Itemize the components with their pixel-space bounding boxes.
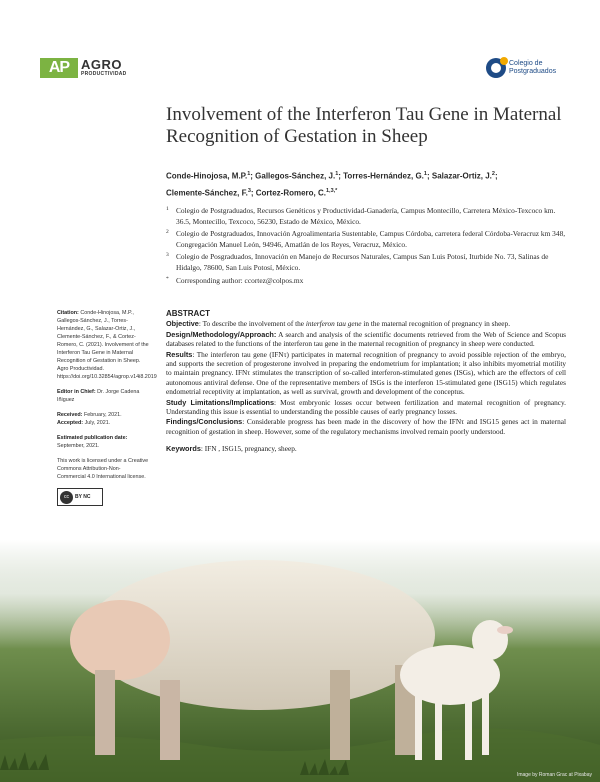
affiliation-item: 1 Colegio de Postgraduados, Recursos Genéticos y Productividad-Ganadería, Campus Montecillo, Carretera México-Texcoco km. 36.5, Montecillo, Texcoco, 56230, Estado de México, México.	[166, 206, 556, 226]
cp-name-line1: Colegio de	[509, 60, 543, 67]
abstract-limitations: Study Limitations/Implications: Most embryonic losses occur between fertilization and maternal recognition of pregnancy. Understanding this issue is essential to understanding the possible causes of early pregnancy losses.	[166, 397, 566, 417]
ap-badge: AP	[40, 58, 78, 78]
corresponding-author: * Corresponding author: ccortez@colpos.mx	[166, 275, 304, 285]
colegio-postgraduados-logo	[486, 58, 556, 78]
dates-block: Received: February, 2021. Accepted: July, 2021.	[57, 412, 122, 426]
author-list: Conde-Hinojosa, M.P.$^1$; Gallegos-Sánchez, J.$^1$; Torres-Hernández, G.$^1$; Salazar-Ortiz, J.$^2$; Clemente-Sánchez, F.$^3$; Cortez-Romero, C.$^{1,3,*}$	[166, 171, 498, 198]
citation-block: Citation: Conde-Hinojosa, M.P., Gallegos-Sánchez, J., Torres-Hernández, G., Salazar-Ortiz, J., Clemente-Sánchez, F., & Cortez-Romero, C. (2021). Involvement of the Interferon Tau Gene in Maternal Recognition of Gestation in Sheep. Agro Productividad. https://doi.org/10.32854/agrop.v14i8.2019	[57, 310, 157, 380]
editor-block: Editor in Chief: Dr. Jorge Cadena Iñiguez	[57, 389, 140, 403]
photo-credit: Image by Roman Grac at Pixabay	[516, 772, 592, 778]
cc-icon: cc	[60, 491, 73, 504]
abstract-findings: Findings/Conclusions: Considerable progress has been made in the discovery of how the IFNτ and ISG15 genes act in maternal recognition of gestation in sheep. However, some of the regulatory mechanisms involved remain poorly understood.	[166, 417, 566, 436]
abstract-results: Results: The interferon tau gene (IFNτ) participates in maternal recognition of pregnancy to avoid possible rejection of the embryo, and supports the secretion of progesterone involved in preparing the endometrium for implantation; it also inhibits myometrial motility to maintain pregnancy. IFNτ stimulates the transcription of so-called interferon-stimulated genes (ISGs), which are the effectors of cell autonomous antiviral defense. One of the representative members of ISGs is the interferon 15-stimulated gene (ISG15) which regulates endometrial receptivity at implantation, as well as survival, growth and development of the conceptus.	[166, 349, 566, 397]
cc-license-badge[interactable]	[57, 488, 103, 506]
seal-icon	[486, 58, 506, 78]
author-name: Cortez-Romero, C.	[255, 188, 326, 198]
license-text: This work is licensed under a Creative Commons Attribution-Non-Commercial 4.0 International license.	[57, 458, 149, 480]
author-sup: 1,3,*	[326, 187, 338, 194]
agroproductividad-logo	[40, 58, 127, 78]
logo-sub: PRODUCTIVIDAD	[81, 71, 127, 77]
author-sup: 3	[247, 187, 251, 194]
cc-label: BY NC	[75, 494, 91, 500]
abstract-design: Design/Methodology/Approach: A search and analysis of the scientific documents retrieved from the Web of Science and Scopus databases related to the functions of the interferon tau gene in the maternal recognition of pregnancy in sheep were conducted.	[166, 329, 566, 349]
logo-name: AGRO	[81, 57, 122, 72]
author-name: Salazar-Ortiz, J.	[431, 171, 492, 181]
author-sup: 1	[247, 171, 251, 177]
article-title: Involvement of the Interferon Tau Gene in Maternal Recognition of Gestation in Sheep	[166, 104, 562, 147]
author-name: Gallegos-Sánchez, J.	[255, 171, 336, 181]
author-name: Clemente-Sánchez, F.	[166, 188, 248, 198]
abstract-keywords: Keywords: IFN , ISG15, pregnancy, sheep.	[166, 444, 297, 454]
publication-date-block: Estimated publication date: September, 2021.	[57, 435, 128, 449]
author-sup: 1	[335, 171, 339, 177]
affiliation-item: 3 Colegio de Posgraduados, Innovación en Manejo de Recursos Naturales, Campus San Luis Potosí, Iturbide No. 73, Salinas de Hidalgo, 78600, San Luis Potosí, México.	[166, 252, 549, 272]
author-name: Torres-Hernández, G.	[343, 171, 424, 181]
abstract	[166, 309, 566, 455]
author-sup: 1	[423, 171, 427, 177]
abstract-objective: Objective: To describe the involvement of the interferon tau gene in the maternal recognition of pregnancy in sheep.	[166, 319, 511, 329]
abstract-heading: ABSTRACT	[166, 309, 210, 318]
author-sup: 2	[491, 171, 495, 177]
author-name: Conde-Hinojosa, M.P.	[166, 171, 248, 181]
affiliations	[166, 206, 566, 288]
cp-name-line2: Postgraduados	[509, 68, 557, 75]
article-info-sidebar	[57, 309, 157, 506]
affiliation-item: 2 Colegio de Postgraduados, Innovación Agroalimentaria Sustentable, Campus Córdoba, carretera federal Córdoba-Veracruz km 348, Congregación Manuel León, 94946, Amatlán de los Reyes, Veracruz, México.	[166, 229, 566, 249]
sheep-and-lamb-photo	[0, 540, 600, 782]
